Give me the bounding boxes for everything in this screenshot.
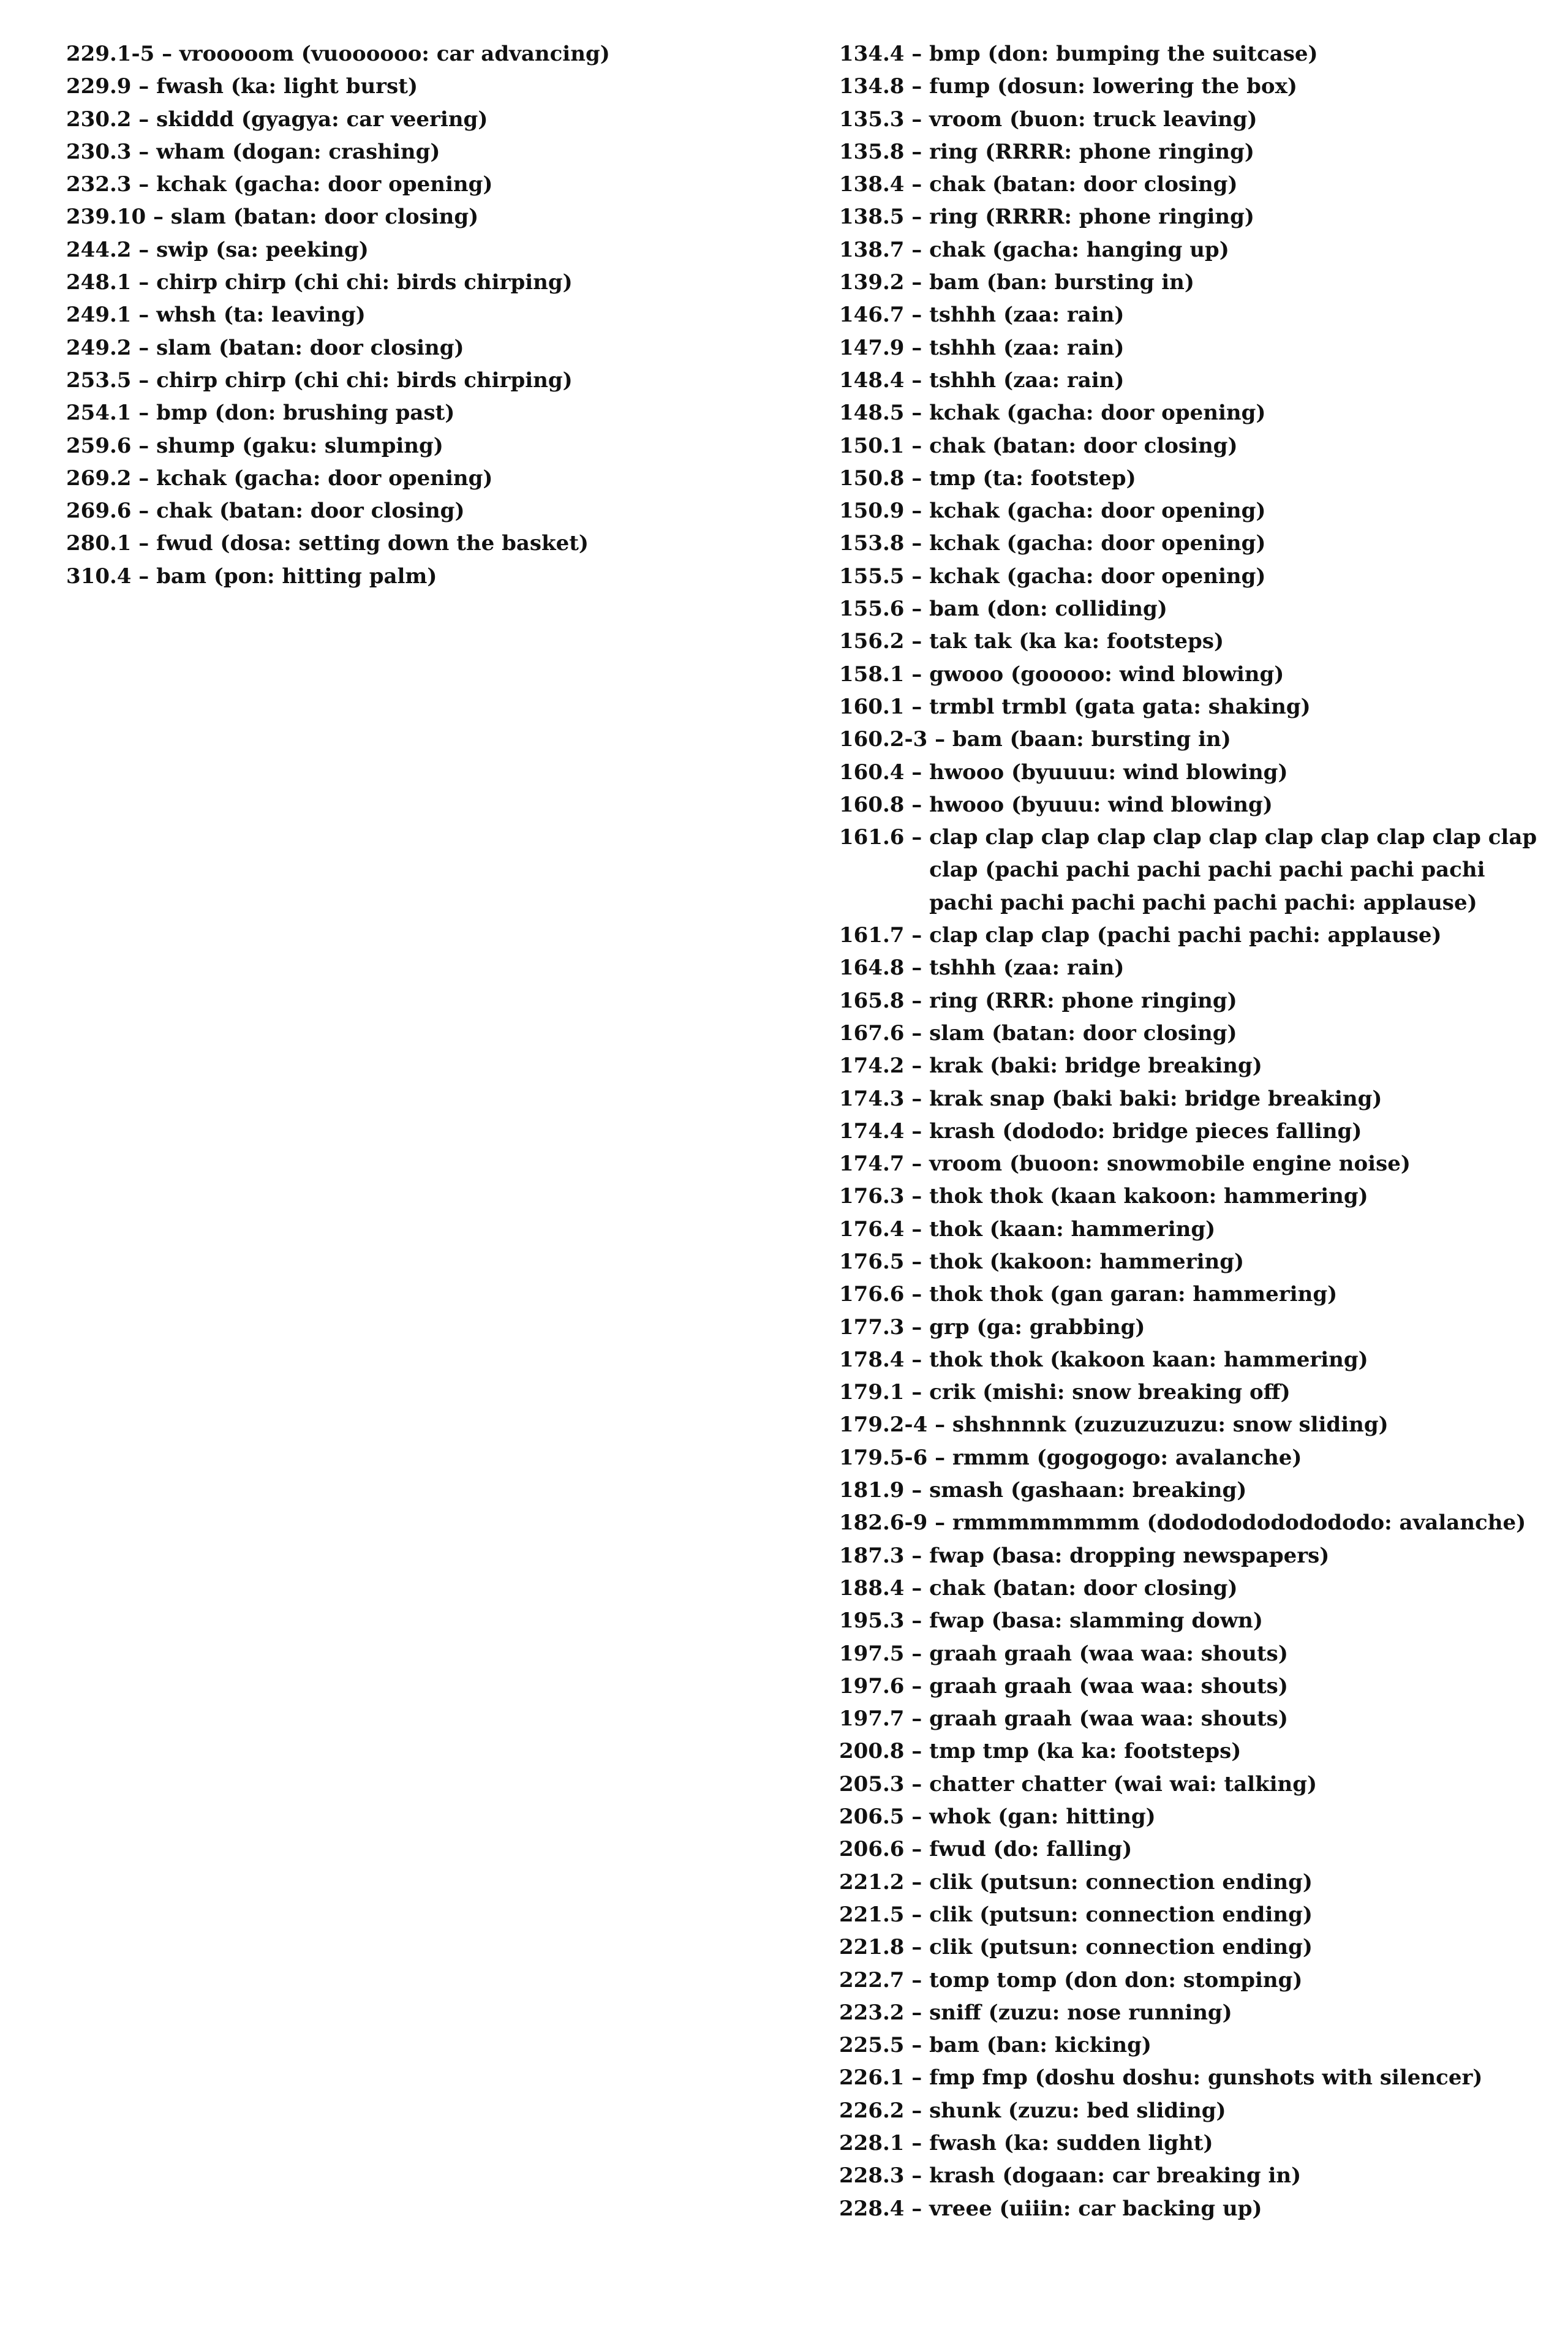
sound-effect-description: kchak (gacha: door opening) [929, 401, 1266, 426]
sound-effect-description: clik (putsun: connection ending) [929, 1869, 1313, 1895]
sound-effect-entry [839, 1572, 1544, 1605]
sound-effect-description: vrooooom (vuoooooo: car advancing) [179, 42, 610, 66]
page-panel-number: 244.2 – [66, 237, 157, 262]
sound-effect-entry [839, 1148, 1544, 1180]
page-panel-number: 259.6 – [66, 433, 157, 458]
sound-effect-entry [839, 1017, 1544, 1050]
sound-effect-entry [839, 1899, 1544, 1931]
page-panel-number: 226.1 – [839, 2065, 930, 2091]
page-panel-number: 179.2-4 – [839, 1412, 952, 1438]
sound-effect-entry [839, 1311, 1544, 1344]
sound-effect-entry [839, 560, 1544, 593]
sound-effect-entry [66, 266, 801, 299]
sound-effect-entry [839, 495, 1544, 527]
sound-effect-description: tshhh (zaa: rain) [929, 956, 1125, 981]
sound-effect-description: vroom (buon: truck leaving) [929, 107, 1257, 132]
page-panel-number: 229.9 – [66, 74, 157, 99]
page-panel-number: 232.3 – [66, 172, 157, 197]
page-panel-number: 134.4 – [839, 42, 930, 66]
page-panel-number: 138.7 – [839, 237, 930, 262]
sound-effect-description: fwud (do: falling) [929, 1837, 1133, 1862]
page-panel-number: 138.5 – [839, 205, 930, 230]
sound-effect-entry [66, 332, 801, 364]
sound-effect-entry [839, 1768, 1544, 1801]
sound-effect-description: ring (RRRR: phone ringing) [929, 205, 1254, 230]
page-panel-number: 249.2 – [66, 335, 157, 360]
page-panel-number: 197.6 – [839, 1673, 930, 1698]
sound-effect-description: tshhh (zaa: rain) [929, 368, 1125, 393]
sound-effect-description: chak (batan: door closing) [929, 172, 1238, 197]
sound-effect-entry [66, 136, 801, 168]
sound-effect-description: whsh (ta: leaving) [156, 303, 366, 328]
sound-effect-description: shump (gaku: slumping) [156, 433, 443, 458]
sound-effect-description: trmbl trmbl (gata gata: shaking) [929, 694, 1311, 719]
sound-effect-description: thok thok (kakoon kaan: hammering) [929, 1347, 1368, 1372]
sound-effect-entry [839, 1703, 1544, 1735]
page-panel-number: 226.2 – [839, 2098, 930, 2123]
page-panel-number: 177.3 – [839, 1314, 930, 1340]
sound-effect-description: fwash (ka: light burst) [156, 74, 418, 99]
page-panel-number: 179.5-6 – [839, 1445, 952, 1470]
page-panel-number: 134.8 – [839, 74, 930, 99]
sound-effect-entry [839, 985, 1544, 1017]
sound-effect-entry [839, 1833, 1544, 1866]
sound-effect-entry [839, 756, 1544, 789]
page-panel-number: 249.1 – [66, 303, 157, 328]
sound-effect-description: tak tak (ka ka: footsteps) [929, 629, 1224, 654]
sound-effect-description: bam (ban: kicking) [929, 2033, 1152, 2058]
sound-effect-description: hwooo (byuuuu: wind blowing) [929, 760, 1288, 785]
sound-effect-entry [66, 168, 801, 201]
sound-effect-description: wham (dogan: crashing) [156, 139, 440, 164]
sound-effect-description: clik (putsun: connection ending) [929, 1902, 1313, 1927]
sound-effect-entry [839, 136, 1544, 168]
sound-effect-description: vreee (uiiin: car backing up) [929, 2196, 1262, 2221]
page-panel-number: 135.8 – [839, 139, 930, 164]
sound-effect-entry [839, 1115, 1544, 1148]
page-panel-number: 139.2 – [839, 270, 930, 295]
sound-effect-description: rmmm (gogogogo: avalanche) [952, 1445, 1302, 1470]
page-panel-number: 150.1 – [839, 433, 930, 458]
page-panel-number: 135.3 – [839, 107, 930, 132]
sound-effect-entry [66, 397, 801, 429]
page-panel-number: 167.6 – [839, 1020, 930, 1046]
sound-effect-entry [839, 2062, 1544, 2094]
sound-effect-description: rmmmmmmmm (dodododododododo: avalanche) [952, 1510, 1526, 1536]
page-panel-number: 228.1 – [839, 2131, 930, 2155]
sound-effect-description: ring (RRR: phone ringing) [929, 988, 1237, 1013]
sound-effects-list-right [839, 38, 1544, 2225]
sound-effect-entry [839, 1278, 1544, 1311]
sound-effect-entry [839, 1638, 1544, 1670]
sound-effect-description: graah graah (waa waa: shouts) [929, 1673, 1288, 1698]
page-panel-number: 161.6 – [839, 825, 930, 850]
page-panel-number: 269.6 – [66, 499, 157, 524]
page-panel-number: 155.6 – [839, 597, 930, 622]
page-panel-number: 206.5 – [839, 1804, 930, 1830]
page-panel-number: 160.8 – [839, 792, 930, 817]
page-panel-number: 206.6 – [839, 1837, 930, 1862]
sound-effect-entry [66, 70, 801, 103]
sound-effect-entry [839, 593, 1544, 625]
sound-effect-entry [66, 234, 801, 266]
sound-effect-entry [839, 691, 1544, 723]
page-panel-number: 182.6-9 – [839, 1510, 952, 1536]
sound-effect-description: slam (batan: door closing) [929, 1020, 1237, 1046]
sound-effect-entry [66, 104, 801, 136]
sound-effect-description: bam (ban: bursting in) [929, 270, 1194, 295]
sound-effect-description: bmp (don: brushing past) [156, 401, 455, 426]
sound-effect-description: swip (sa: peeking) [156, 237, 369, 262]
sound-effect-entry [839, 1083, 1544, 1115]
page-panel-number: 146.7 – [839, 303, 930, 328]
page-panel-number: 269.2 – [66, 466, 157, 491]
sound-effect-description: kchak (gacha: door opening) [929, 531, 1266, 556]
sound-effect-description: grp (ga: grabbing) [929, 1314, 1145, 1340]
page-panel-number: 197.5 – [839, 1641, 930, 1666]
sound-effect-description: chak (batan: door closing) [929, 1575, 1238, 1600]
page-panel-number: 174.2 – [839, 1054, 930, 1079]
sound-effect-description: chirp chirp (chi chi: birds chirping) [156, 368, 573, 393]
page-panel-number: 221.5 – [839, 1902, 930, 1927]
page-panel-number: 164.8 – [839, 956, 930, 981]
sound-effect-description: clap clap clap (pachi pachi pachi: applause) [929, 923, 1442, 948]
sound-effect-entry [839, 1442, 1544, 1474]
page-panel-number: 174.4 – [839, 1118, 930, 1144]
sound-effect-description: fwap (basa: dropping newspapers) [929, 1543, 1330, 1568]
sound-effect-entry [839, 1964, 1544, 1997]
page-panel-number: 187.3 – [839, 1543, 930, 1568]
sound-effect-description: chak (gacha: hanging up) [929, 237, 1229, 262]
sound-effect-description: whok (gan: hitting) [929, 1804, 1156, 1830]
page-panel-number: 176.3 – [839, 1184, 930, 1209]
sound-effect-entry [839, 1474, 1544, 1507]
sound-effect-entry [839, 299, 1544, 331]
sound-effect-description: tomp tomp (don don: stomping) [929, 1967, 1303, 1993]
page-panel-number: 280.1 – [66, 531, 157, 556]
sound-effect-description: tshhh (zaa: rain) [929, 303, 1125, 328]
sound-effect-description: ring (RRRR: phone ringing) [929, 139, 1254, 164]
sound-effect-description: graah graah (waa waa: shouts) [929, 1641, 1288, 1666]
sound-effect-description: bam (don: colliding) [929, 597, 1167, 622]
sound-effect-entry [839, 2160, 1544, 2192]
page-panel-number: 155.5 – [839, 564, 930, 589]
page-panel-number: 174.7 – [839, 1152, 930, 1177]
page-panel-number: 147.9 – [839, 335, 930, 360]
page-panel-number: 160.1 – [839, 694, 930, 719]
page-panel-number: 160.4 – [839, 760, 930, 785]
sound-effect-entry [839, 821, 1544, 919]
page-panel-number: 148.5 – [839, 401, 930, 426]
sound-effect-entry [839, 527, 1544, 560]
sound-effect-entry [839, 1180, 1544, 1213]
sound-effect-description: graah graah (waa waa: shouts) [929, 1706, 1288, 1732]
page-panel-number: 178.4 – [839, 1347, 930, 1372]
page-panel-number: 228.3 – [839, 2163, 930, 2189]
sound-effect-entry [839, 2193, 1544, 2225]
page-panel-number: 229.1-5 – [66, 42, 179, 66]
sound-effect-entry [66, 527, 801, 560]
page-panel-number: 176.6 – [839, 1282, 930, 1307]
page-panel-number: 222.7 – [839, 1967, 930, 1993]
page-panel-number: 310.4 – [66, 564, 157, 589]
page-panel-number: 254.1 – [66, 401, 157, 426]
sound-effect-description: chatter chatter (wai wai: talking) [929, 1771, 1317, 1797]
page-panel-number: 150.8 – [839, 466, 930, 491]
sound-effect-description: kchak (gacha: door opening) [929, 499, 1266, 524]
sound-effect-description: bam (pon: hitting palm) [156, 564, 437, 589]
sound-effect-entry [66, 364, 801, 397]
page-panel-number: 174.3 – [839, 1086, 930, 1111]
sound-effect-description: krash (dogaan: car breaking in) [929, 2163, 1302, 2189]
sound-effect-entry [839, 2029, 1544, 2062]
sound-effects-list-left [66, 38, 801, 593]
sound-effect-entry [839, 1213, 1544, 1246]
sound-effect-entry [839, 1246, 1544, 1278]
sound-effect-entry [839, 789, 1544, 821]
sound-effect-description: fwud (dosa: setting down the basket) [156, 531, 589, 556]
sound-effect-description: tmp tmp (ka ka: footsteps) [929, 1739, 1242, 1764]
sound-effect-description: kchak (gacha: door opening) [156, 172, 493, 197]
page-panel-number: 225.5 – [839, 2033, 930, 2058]
sound-effect-description: smash (gashaan: breaking) [929, 1478, 1247, 1503]
sound-effect-entry [839, 1507, 1544, 1539]
page-panel-number: 230.3 – [66, 139, 157, 164]
sound-effect-description: fump (dosun: lowering the box) [929, 74, 1297, 99]
page-panel-number: 181.9 – [839, 1478, 930, 1503]
page-panel-number: 205.3 – [839, 1771, 930, 1797]
sound-effect-description: tmp (ta: footstep) [929, 466, 1136, 491]
sound-effect-entry [839, 2095, 1544, 2127]
sound-effect-description: clik (putsun: connection ending) [929, 1935, 1313, 1960]
page-panel-number: 158.1 – [839, 662, 930, 687]
sound-effect-description: thok thok (gan garan: hammering) [929, 1282, 1338, 1307]
sound-effect-description: hwooo (byuuu: wind blowing) [929, 792, 1273, 817]
sound-effect-entry [839, 38, 1544, 70]
page-panel-number: 138.4 – [839, 172, 930, 197]
sound-effect-entry [839, 1670, 1544, 1703]
page-panel-number: 176.5 – [839, 1249, 930, 1274]
sound-effect-entry [839, 919, 1544, 952]
page-panel-number: 230.2 – [66, 107, 157, 132]
page-panel-number: 195.3 – [839, 1608, 930, 1634]
sound-effect-description: slam (batan: door closing) [156, 335, 464, 360]
page-panel-number: 197.7 – [839, 1706, 930, 1732]
page-panel-number: 156.2 – [839, 629, 930, 654]
sound-effect-entry [66, 430, 801, 462]
sound-effect-entry [839, 1050, 1544, 1082]
sound-effect-entry [839, 625, 1544, 658]
sound-effect-entry [66, 560, 801, 593]
sound-effect-entry [839, 70, 1544, 103]
sound-effect-entry [839, 234, 1544, 266]
sound-effect-description: krak snap (baki baki: bridge breaking) [929, 1086, 1382, 1111]
sound-effect-entry [839, 430, 1544, 462]
sound-effect-description: thok thok (kaan kakoon: hammering) [929, 1184, 1368, 1209]
sound-effect-description: sniff (zuzu: nose running) [929, 2000, 1232, 2025]
sound-effect-entry [839, 723, 1544, 756]
sound-effect-description: skiddd (gyagya: car veering) [156, 107, 488, 132]
sound-effect-description: kchak (gacha: door opening) [929, 564, 1266, 589]
sound-effect-entry [839, 1605, 1544, 1637]
sound-effect-entry [839, 462, 1544, 495]
page-panel-number: 221.8 – [839, 1935, 930, 1960]
sound-effect-description: kchak (gacha: door opening) [156, 466, 493, 491]
sound-effect-entry [839, 1866, 1544, 1899]
sound-effect-description: shshnnnk (zuzuzuzuzu: snow sliding) [952, 1412, 1389, 1438]
sound-effect-entry [839, 1997, 1544, 2029]
sound-effect-description: fwash (ka: sudden light) [929, 2131, 1213, 2155]
page-panel-number: 148.4 – [839, 368, 930, 393]
page-panel-number: 161.7 – [839, 923, 930, 948]
sound-effect-entry [839, 658, 1544, 691]
sound-effect-description: krash (dododo: bridge pieces falling) [929, 1118, 1362, 1144]
sound-effect-entry [66, 201, 801, 233]
sound-effect-entry [839, 266, 1544, 299]
sound-effect-entry [839, 952, 1544, 984]
page-panel-number: 150.9 – [839, 499, 930, 524]
page-panel-number: 188.4 – [839, 1575, 930, 1600]
sound-effect-description: thok (kaan: hammering) [929, 1216, 1216, 1242]
sound-effect-description: slam (batan: door closing) [170, 205, 479, 230]
sound-effect-description: chak (batan: door closing) [156, 499, 465, 524]
page-panel-number: 228.4 – [839, 2196, 930, 2221]
page-panel-number: 221.2 – [839, 1869, 930, 1895]
sound-effect-entry [839, 1409, 1544, 1441]
page-panel-number: 176.4 – [839, 1216, 930, 1242]
page-panel-number: 153.8 – [839, 531, 930, 556]
sound-effect-entry [66, 299, 801, 331]
page-panel-number: 160.2-3 – [839, 727, 952, 752]
sound-effect-description: vroom (buoon: snowmobile engine noise) [929, 1152, 1411, 1177]
sound-effect-description: thok (kakoon: hammering) [929, 1249, 1245, 1274]
sound-effect-entry [839, 397, 1544, 429]
sound-effect-description: chak (batan: door closing) [929, 433, 1238, 458]
sound-effect-entry [66, 495, 801, 527]
sound-effect-description: crik (mishi: snow breaking off) [929, 1380, 1291, 1405]
page-panel-number: 248.1 – [66, 270, 157, 295]
sound-effect-description: clap clap clap clap clap clap clap clap clap clap clap clap (pachi pachi pachi pachi pachi pachi pachi pachi pachi pachi pachi pachi pachi: applause) [929, 825, 1537, 915]
sound-effect-entry [839, 364, 1544, 397]
sound-effect-description: tshhh (zaa: rain) [929, 335, 1125, 360]
sound-effect-description: krak (baki: bridge breaking) [929, 1054, 1262, 1079]
sound-effect-entry [839, 2127, 1544, 2160]
sound-effect-entry [839, 1801, 1544, 1833]
sound-effect-entry [66, 462, 801, 495]
page-panel-number: 223.2 – [839, 2000, 930, 2025]
sound-effect-description: gwooo (gooooo: wind blowing) [929, 662, 1284, 687]
sound-effect-entry [839, 1735, 1544, 1768]
sound-effect-entry [839, 201, 1544, 233]
sound-effect-entry [839, 1931, 1544, 1964]
sound-effect-entry [839, 1344, 1544, 1376]
page-panel-number: 165.8 – [839, 988, 930, 1013]
sound-effect-entry [839, 1376, 1544, 1409]
sound-effect-description: shunk (zuzu: bed sliding) [929, 2098, 1226, 2123]
sound-effect-entry [66, 38, 801, 70]
sound-effect-description: fmp fmp (doshu doshu: gunshots with silencer) [929, 2065, 1483, 2091]
page-panel-number: 179.1 – [839, 1380, 930, 1405]
page-panel-number: 200.8 – [839, 1739, 930, 1764]
sound-effect-description: chirp chirp (chi chi: birds chirping) [156, 270, 573, 295]
sound-effect-entry [839, 104, 1544, 136]
page-panel-number: 239.10 – [66, 205, 171, 230]
sound-effect-description: bam (baan: bursting in) [952, 727, 1231, 752]
page-panel-number: 253.5 – [66, 368, 157, 393]
sound-effect-entry [839, 1540, 1544, 1572]
sound-effect-entry [839, 168, 1544, 201]
sound-effect-entry [839, 332, 1544, 364]
sound-effect-description: fwap (basa: slamming down) [929, 1608, 1263, 1634]
sound-effect-description: bmp (don: bumping the suitcase) [929, 42, 1318, 66]
